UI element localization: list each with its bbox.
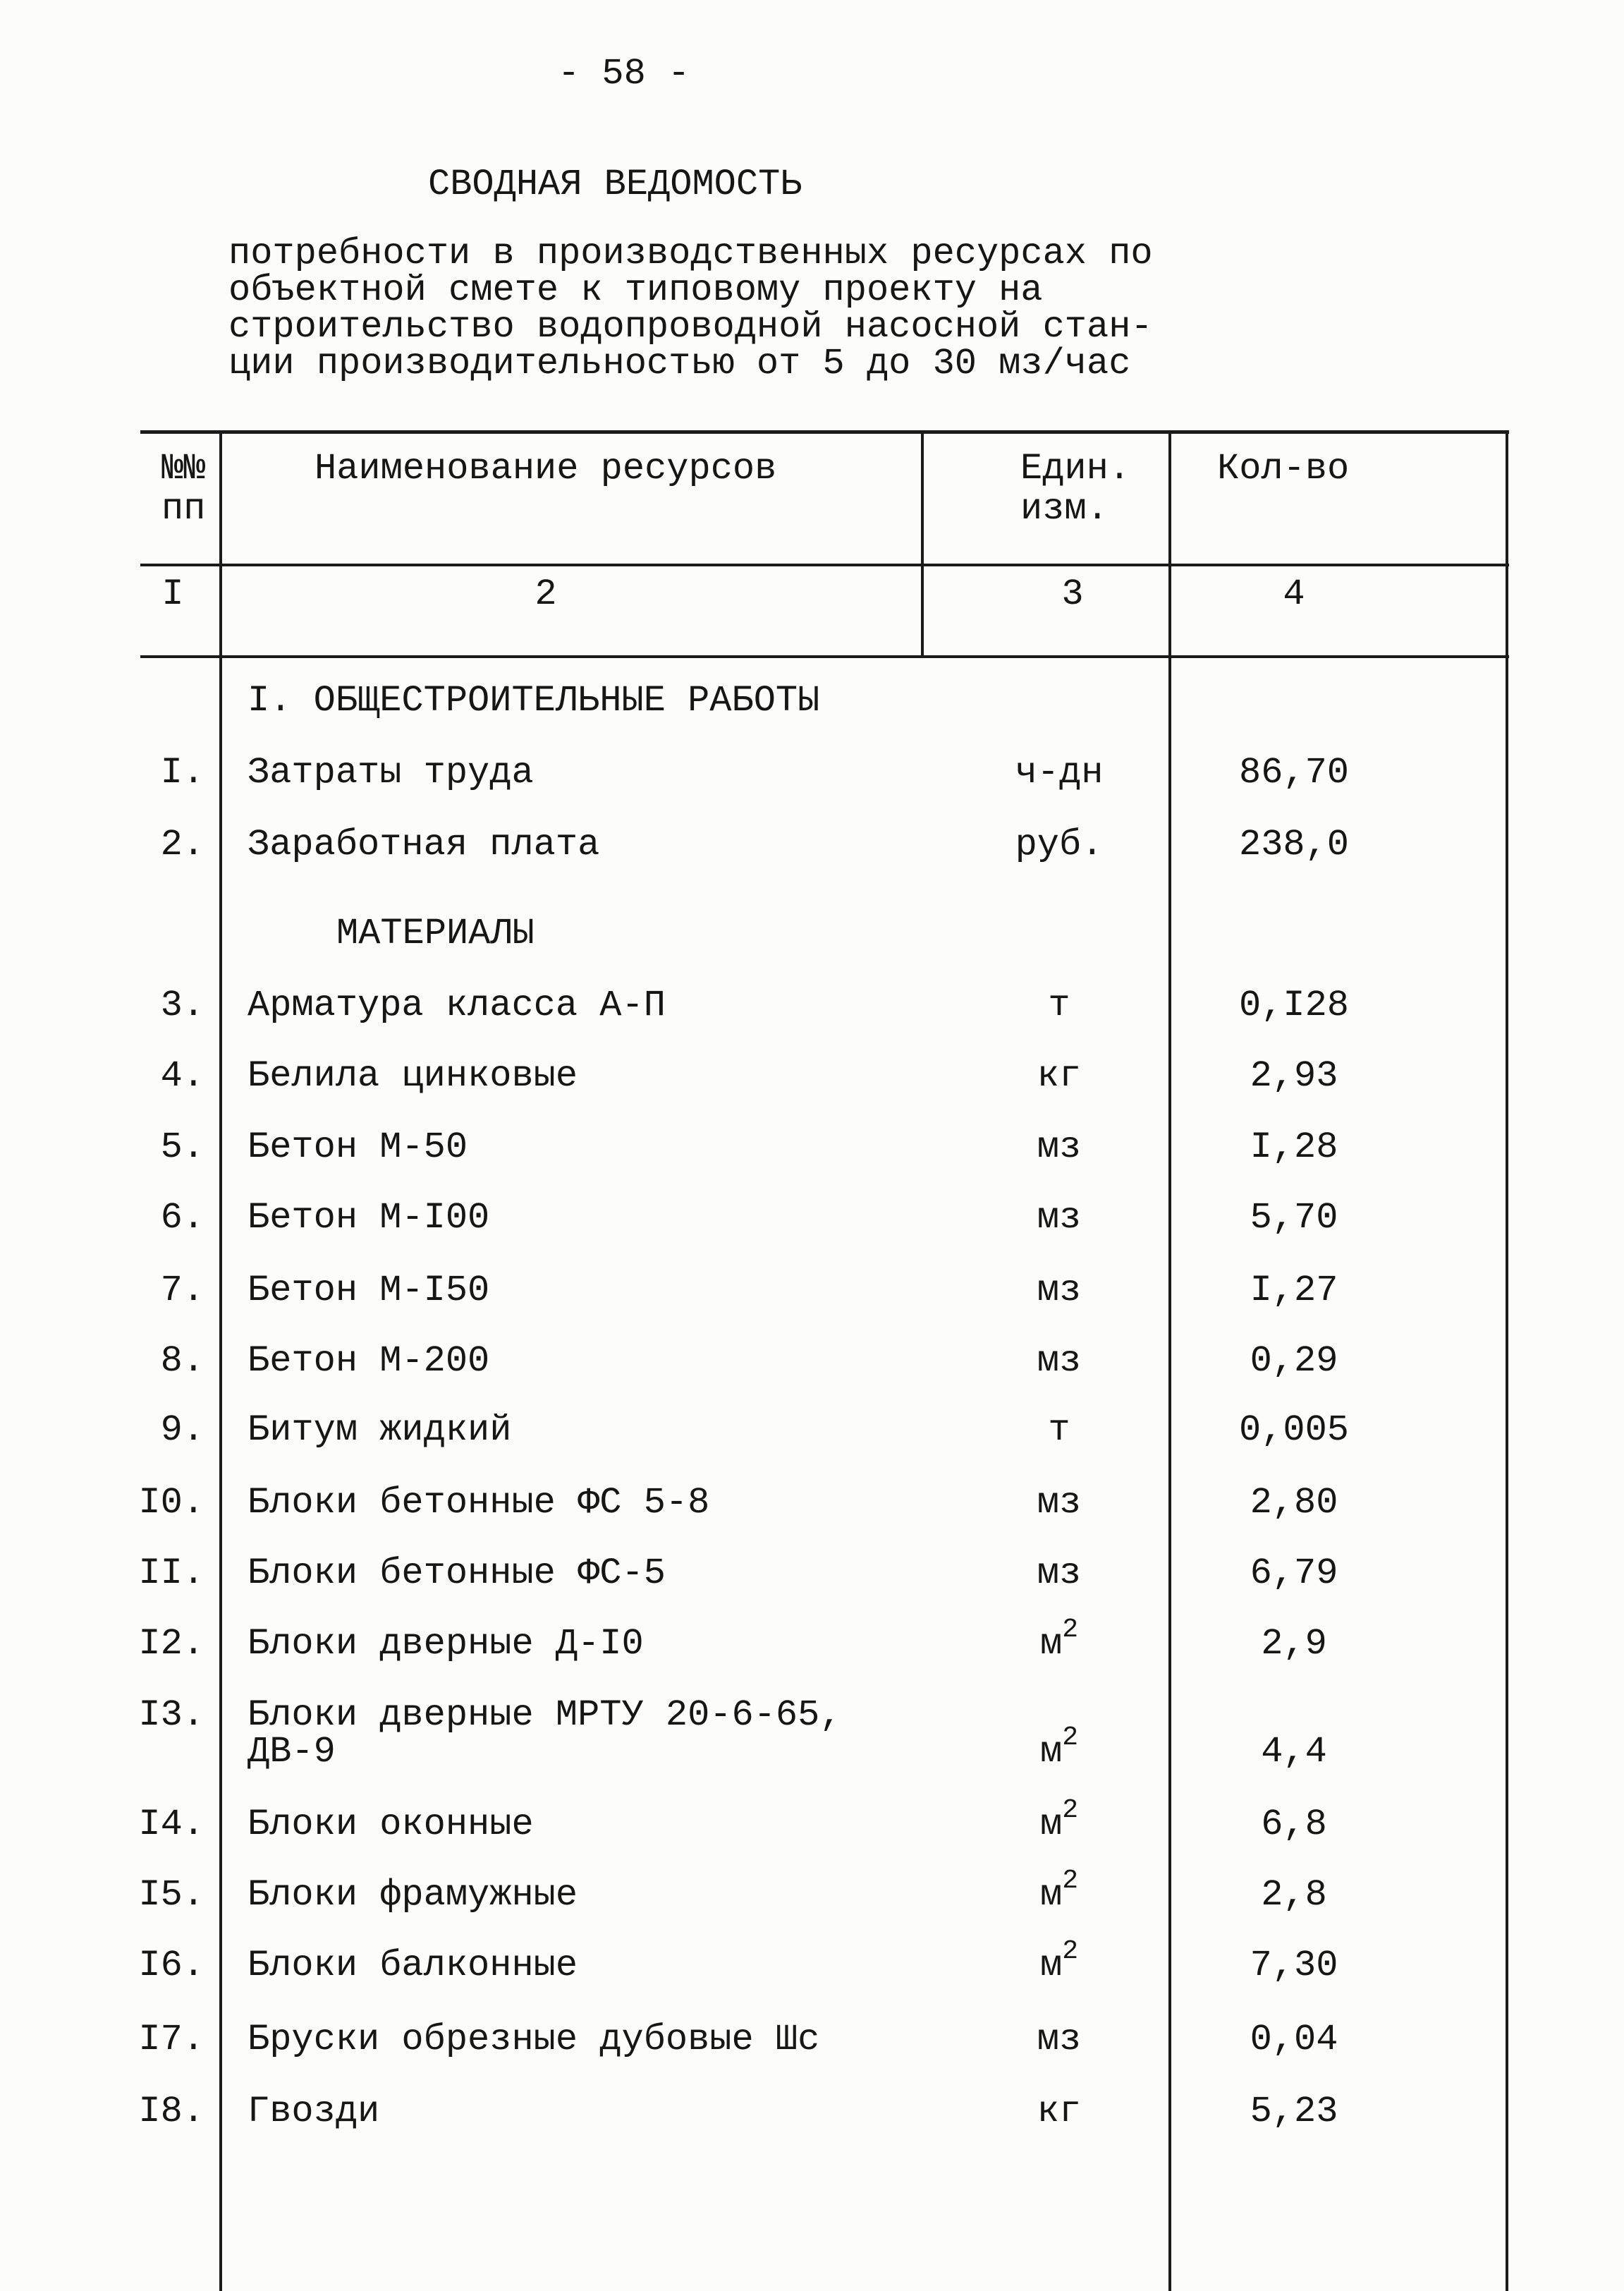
header-number: №№ bbox=[161, 448, 206, 490]
resource-name: Блоки бетонные ФС-5 bbox=[248, 1552, 666, 1594]
table-row bbox=[0, 1272, 1624, 1346]
unit-of-measure bbox=[989, 824, 1130, 865]
unit-of-measure bbox=[989, 2019, 1130, 2060]
quantity: 2,8 bbox=[1261, 1874, 1327, 1916]
row-number: 8. bbox=[160, 1340, 204, 1382]
row-number: I5. bbox=[138, 1874, 204, 1916]
unit-text: кг bbox=[1037, 1055, 1082, 1097]
unit-of-measure bbox=[989, 1409, 1130, 1451]
unit-of-measure bbox=[989, 1614, 1130, 1665]
row-number: 3. bbox=[160, 985, 204, 1026]
resource-name: Блоки дверные МРТУ 20-6-65, bbox=[248, 1694, 842, 1736]
unit-text: м bbox=[1039, 1623, 1063, 1665]
table-row bbox=[0, 1865, 1624, 1950]
header-resource-name: Наименование ресурсов bbox=[315, 448, 777, 490]
header-unit: Един. bbox=[1020, 448, 1131, 490]
quantity: 6,8 bbox=[1261, 1804, 1327, 1845]
resource-name: Белила цинковые bbox=[248, 1055, 578, 1097]
resource-name: Бруски обрезные дубовые Шс bbox=[248, 2019, 820, 2060]
table-row bbox=[0, 1055, 1624, 1131]
row-number: II. bbox=[138, 1552, 204, 1594]
row-number: 2. bbox=[160, 824, 204, 865]
table-row bbox=[0, 1694, 1624, 1773]
table-row bbox=[0, 2091, 1624, 2167]
unit-of-measure bbox=[989, 1126, 1130, 1168]
resource-name: Заработная плата bbox=[248, 824, 600, 865]
table-row bbox=[0, 1794, 1624, 1880]
unit-of-measure bbox=[989, 985, 1130, 1026]
table-row bbox=[0, 985, 1624, 1061]
resource-name: Блоки бетонные ФС 5-8 bbox=[248, 1482, 710, 1524]
table-row bbox=[0, 1126, 1624, 1203]
resource-name: Блоки дверные Д-I0 bbox=[248, 1623, 644, 1665]
subtitle-line: потребности в производственных ресурсах по bbox=[228, 233, 1153, 274]
quantity: I,28 bbox=[1250, 1126, 1338, 1168]
unit-of-measure bbox=[989, 1197, 1130, 1239]
quantity: 2,93 bbox=[1250, 1055, 1338, 1097]
quantity: 7,30 bbox=[1250, 1945, 1338, 1986]
unit-of-measure bbox=[989, 1722, 1130, 1773]
unit-text: ч-дн bbox=[1015, 752, 1104, 794]
unit-of-measure bbox=[989, 1865, 1130, 1916]
table-row bbox=[0, 1340, 1624, 1416]
unit-text: т bbox=[1048, 1409, 1070, 1451]
unit-of-measure bbox=[989, 1794, 1130, 1845]
resource-name: Блоки балконные bbox=[248, 1945, 578, 1986]
quantity: 5,70 bbox=[1250, 1197, 1338, 1239]
row-number: I8. bbox=[138, 2091, 204, 2132]
unit-exponent: 2 bbox=[1062, 1722, 1079, 1753]
unit-text: мз bbox=[1037, 1126, 1082, 1168]
unit-of-measure bbox=[989, 1552, 1130, 1594]
row-number: 7. bbox=[160, 1270, 204, 1311]
subsection-title: МАТЕРИАЛЫ bbox=[336, 913, 535, 954]
table-row bbox=[0, 1552, 1624, 1629]
quantity: 4,4 bbox=[1261, 1731, 1327, 1773]
row-number: 6. bbox=[160, 1197, 204, 1239]
unit-text: мз bbox=[1037, 1340, 1082, 1382]
resource-name: Гвозди bbox=[248, 2091, 380, 2132]
subtitle-line: объектной смете к типовому проекту на bbox=[228, 269, 1043, 311]
resource-name: Бетон М-50 bbox=[248, 1126, 468, 1168]
table-row bbox=[0, 1197, 1624, 1273]
unit-text: м bbox=[1039, 1731, 1063, 1773]
quantity: 0,29 bbox=[1250, 1340, 1338, 1382]
header-number-abbr: пп bbox=[161, 488, 206, 530]
row-number: I7. bbox=[138, 2019, 204, 2060]
table-top-border bbox=[140, 430, 1509, 434]
row-number: I0. bbox=[138, 1482, 204, 1524]
table-row bbox=[0, 2019, 1624, 2095]
quantity: 0,04 bbox=[1250, 2019, 1338, 2060]
section-title: I. ОБЩЕСТРОИТЕЛЬНЫЕ РАБОТЫ bbox=[248, 680, 820, 722]
resource-name: Арматура класса А-П bbox=[248, 985, 666, 1026]
document-title: СВОДНАЯ ВЕДОМОСТЬ bbox=[428, 164, 802, 205]
header-quantity: Кол-во bbox=[1217, 448, 1350, 490]
table-row bbox=[0, 1409, 1624, 1485]
unit-text: т bbox=[1048, 985, 1070, 1026]
quantity: 5,23 bbox=[1250, 2091, 1338, 2132]
unit-exponent: 2 bbox=[1062, 1614, 1079, 1645]
resource-name: Битум жидкий bbox=[248, 1409, 512, 1451]
row-number: 9. bbox=[160, 1409, 204, 1451]
column-number: 3 bbox=[1061, 573, 1084, 615]
row-number: I6. bbox=[138, 1945, 204, 1986]
table-row bbox=[0, 752, 1624, 828]
table-row bbox=[0, 824, 1624, 900]
unit-of-measure bbox=[989, 2091, 1130, 2132]
unit-exponent: 2 bbox=[1062, 1936, 1079, 1967]
row-number: I. bbox=[160, 752, 204, 794]
quantity: 2,80 bbox=[1250, 1482, 1338, 1524]
quantity: 2,9 bbox=[1261, 1623, 1327, 1665]
unit-text: мз bbox=[1037, 1197, 1082, 1239]
unit-text: м bbox=[1039, 1874, 1063, 1916]
quantity: 0,005 bbox=[1238, 1409, 1350, 1451]
unit-of-measure bbox=[989, 1055, 1130, 1097]
unit-text: мз bbox=[1037, 2019, 1082, 2060]
resource-name: Бетон М-I00 bbox=[248, 1197, 490, 1239]
resource-name: Блоки оконные bbox=[248, 1804, 534, 1845]
unit-text: м bbox=[1039, 1804, 1063, 1845]
header-divider bbox=[140, 564, 1509, 566]
column-number: 4 bbox=[1283, 573, 1305, 615]
column-number-divider bbox=[140, 655, 1509, 658]
unit-of-measure bbox=[989, 1936, 1130, 1986]
unit-of-measure bbox=[989, 752, 1130, 794]
unit-text: руб. bbox=[1015, 824, 1104, 865]
resource-name: Бетон М-I50 bbox=[248, 1270, 490, 1311]
row-number: 5. bbox=[160, 1126, 204, 1168]
quantity: 6,79 bbox=[1250, 1552, 1338, 1594]
row-number: 4. bbox=[160, 1055, 204, 1097]
resource-name-continuation: ДВ-9 bbox=[248, 1731, 336, 1773]
unit-of-measure bbox=[989, 1340, 1130, 1382]
quantity: 238,0 bbox=[1238, 824, 1350, 865]
resource-name: Блоки фрамужные bbox=[248, 1874, 578, 1916]
column-number: I bbox=[161, 573, 184, 615]
table-row bbox=[0, 1482, 1624, 1558]
subtitle-line: строительство водопроводной насосной стан- bbox=[228, 306, 1153, 348]
unit-text: мз bbox=[1037, 1552, 1082, 1594]
page-number: - 58 - bbox=[558, 53, 690, 95]
table-row bbox=[0, 1614, 1624, 1699]
unit-exponent: 2 bbox=[1062, 1794, 1079, 1825]
subtitle-line: ции производительностью от 5 до 30 мз/час bbox=[228, 343, 1131, 384]
unit-text: кг bbox=[1037, 2091, 1082, 2132]
unit-exponent: 2 bbox=[1062, 1865, 1079, 1896]
header-unit-abbr: изм. bbox=[1020, 488, 1109, 530]
unit-text: мз bbox=[1037, 1270, 1082, 1311]
column-number: 2 bbox=[535, 573, 557, 615]
row-number: I2. bbox=[138, 1623, 204, 1665]
unit-of-measure bbox=[989, 1482, 1130, 1524]
quantity: I,27 bbox=[1250, 1270, 1338, 1311]
resource-name: Бетон М-200 bbox=[248, 1340, 490, 1382]
row-number: I3. bbox=[138, 1694, 204, 1736]
unit-text: мз bbox=[1037, 1482, 1082, 1524]
quantity: 0,I28 bbox=[1238, 985, 1350, 1026]
table-row bbox=[0, 1936, 1624, 2021]
column-divider-name bbox=[921, 430, 924, 658]
resource-name: Затраты труда bbox=[248, 752, 534, 794]
unit-text: м bbox=[1039, 1945, 1063, 1986]
quantity: 86,70 bbox=[1238, 752, 1350, 794]
row-number: I4. bbox=[138, 1804, 204, 1845]
unit-of-measure bbox=[989, 1272, 1130, 1309]
